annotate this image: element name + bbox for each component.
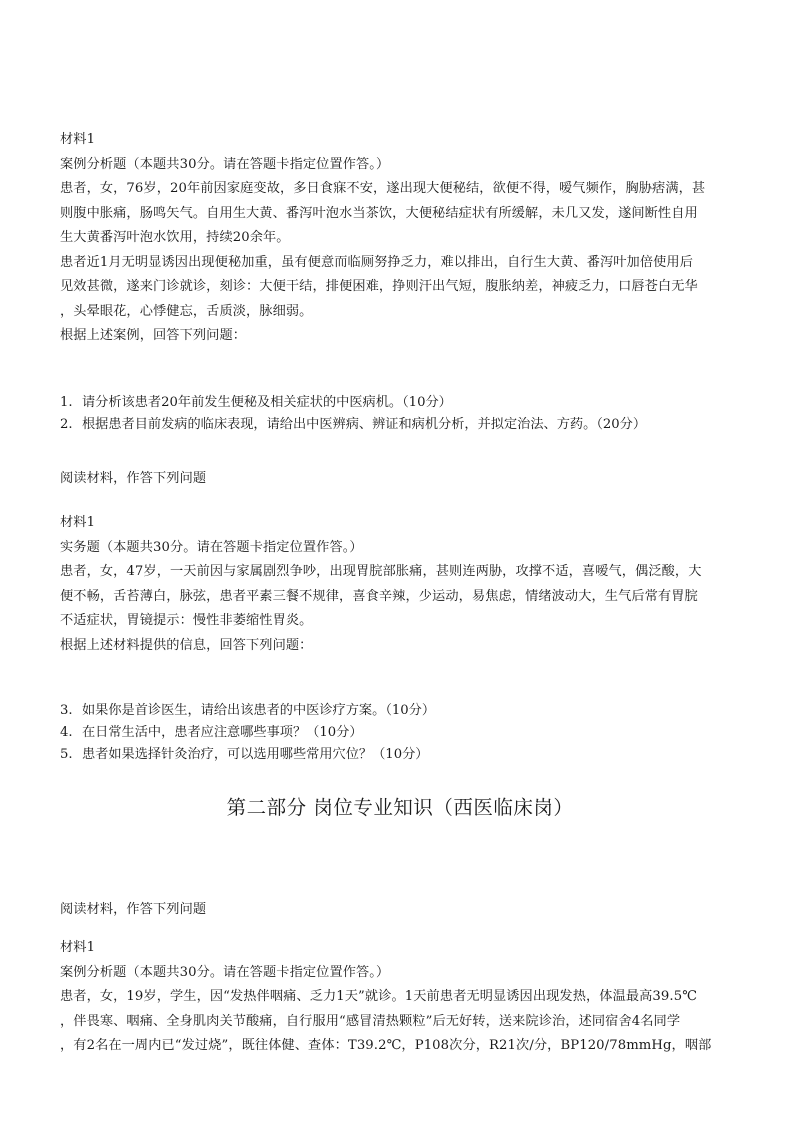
question-subtitle: 案例分析题（本题共30分。请在答题卡指定位置作答。） — [60, 964, 390, 980]
prompt-text: 根据上述材料提供的信息，回答下列问题： — [60, 637, 313, 653]
question-number: 1. — [60, 395, 73, 410]
case-text-line: 生大黄番泻叶泡水饮用，持续20余年。 — [60, 230, 290, 245]
question-text: 患者如果选择针灸治疗，可以选用哪些常用穴位？（10分） — [82, 747, 429, 762]
question-subtitle: 案例分析题（本题共30分。请在答题卡指定位置作答。） — [60, 156, 390, 172]
case-text-line: ，有2名在一周内已“发过烧”，既往体健、查体：T39.2℃，P108次分，R21次/分，BP120/78mmHg，咽部 — [60, 1038, 712, 1053]
material-title: 材料1 — [60, 132, 96, 147]
question-number: 3. — [60, 703, 73, 718]
case-text-line: 见效甚微，遂来门诊就诊，刻诊：大便干结，排便困难，挣则汗出气短，腹胀纳差，神疲乏力，口唇苍白无华 — [60, 279, 698, 294]
case-text-line: 患者近1月无明显诱因出现便秘加重，虽有便意而临厕努挣乏力，难以排出，自行生大黄、番泻叶加倍使用后 — [60, 254, 693, 270]
case-text-line: 不适症状，胃镜提示：慢性非萎缩性胃炎。 — [60, 613, 313, 628]
section-2 — [60, 467, 750, 492]
question-text: 请分析该患者20年前发生便秘及相关症状的中医病机。（10分） — [82, 395, 452, 410]
section-intro: 阅读材料，作答下列问题 — [60, 902, 207, 917]
section-intro: 阅读材料，作答下列问题 — [60, 471, 207, 486]
question-item — [60, 700, 750, 722]
question-item — [60, 392, 750, 414]
case-text-line: 便不畅，舌苔薄白，脉弦，患者平素三餐不规律，喜食辛辣，少运动，易焦虑，情绪波动大，生气后常有胃脘 — [60, 588, 698, 604]
prompt-text: 根据上述案例，回答下列问题： — [60, 328, 247, 343]
case-text-line: 患者，女，47岁，一天前因与家属剧烈争吵，出现胃脘部胀痛，甚则连两胁，攻撑不适，喜嗳气，偶泛酸，大 — [60, 564, 702, 579]
question-number: 4. — [60, 725, 73, 740]
section-3-body — [60, 936, 750, 1059]
question-text: 根据患者目前发病的临床表现，请给出中医辨病、辨证和病机分析，并拟定治法、方药。（20分） — [82, 417, 647, 432]
question-number: 2. — [60, 417, 73, 432]
case-text-line: ，伴畏寒、咽痛、全身肌肉关节酸痛，自行服用“感冒清热颗粒”后无好转，送来院诊治，述同宿舍4名同学 — [60, 1013, 681, 1029]
section-2-questions — [60, 700, 750, 766]
case-text-line: 则腹中胀痛，肠鸣矢气。自用生大黄、番泻叶泡水当茶饮，大便秘结症状有所缓解，未几又发，遂间断性自用 — [60, 205, 698, 221]
material-title: 材料1 — [60, 940, 96, 955]
material-title: 材料1 — [60, 515, 96, 530]
question-text: 如果你是首诊医生，请给出该患者的中医诊疗方案。（10分） — [82, 703, 436, 718]
question-number: 5. — [60, 747, 73, 762]
question-item — [60, 414, 750, 436]
case-text-line: 患者，女，76岁，20年前因家庭变故，多日食寐不安，遂出现大便秘结，欲便不得，嗳气频作，胸胁痞满，甚 — [60, 181, 706, 196]
case-text-line: ，头晕眼花，心悸健忘，舌质淡，脉细弱。 — [60, 303, 313, 319]
part-title: 第二部分 岗位专业知识（西医临床岗） — [226, 796, 574, 819]
section-2-body — [60, 511, 750, 658]
question-text: 在日常生活中，患者应注意哪些事项？（10分） — [82, 725, 363, 740]
section-1-questions — [60, 392, 750, 436]
question-item — [60, 722, 750, 744]
section-3 — [60, 898, 750, 923]
question-subtitle: 实务题（本题共30分。请在答题卡指定位置作答。） — [60, 539, 363, 555]
section-1 — [60, 128, 750, 349]
question-item — [60, 744, 750, 766]
case-text-line: 患者，女，19岁，学生，因“发热伴咽痛、乏力1天”就诊。1天前患者无明显诱因出现发热，体温最高39.5℃ — [60, 989, 698, 1004]
